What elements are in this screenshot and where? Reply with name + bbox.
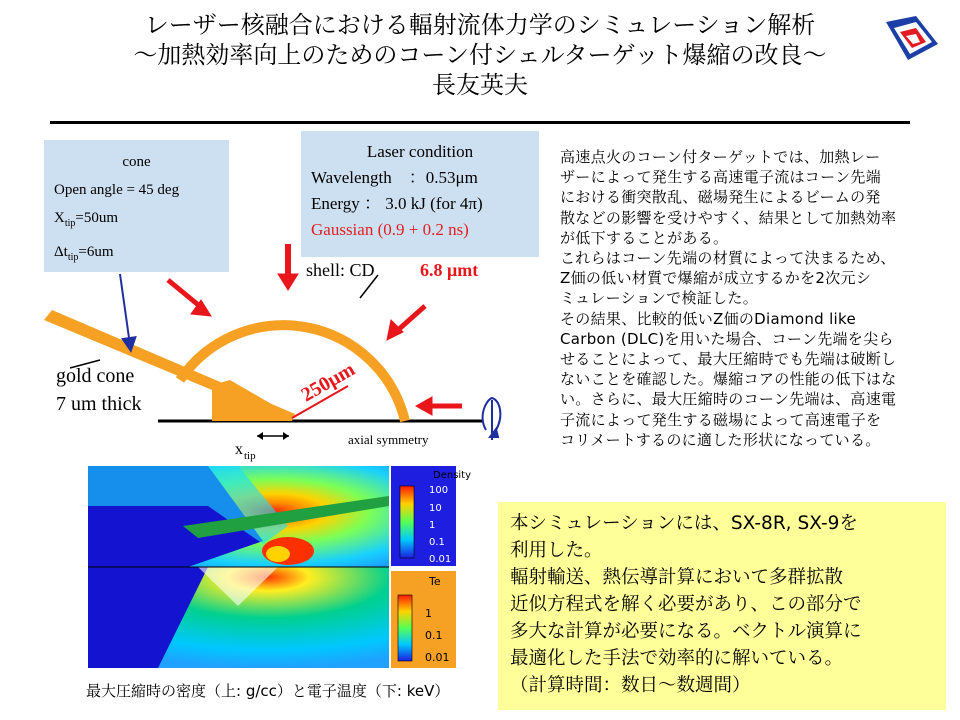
note-line: 輻射輸送、熱伝導計算において多群拡散 xyxy=(510,567,844,588)
description-paragraph xyxy=(560,147,945,450)
note-line: 最適化した手法で効率的に解いている。 xyxy=(510,648,844,669)
target-diagram xyxy=(30,240,550,470)
wavelength: Wavelength ：0.53μm xyxy=(311,168,478,187)
note-line: 近似方程式を解く必要があり、この部分で xyxy=(510,594,862,615)
desc-line: 子流によって発生する磁場によって高速電子を xyxy=(560,410,882,429)
author-name: 長友英夫 xyxy=(432,71,528,99)
desc-line: せることによって、最大圧縮時でも先端は破断し xyxy=(560,350,897,369)
desc-line: 散などの影響を受けやすく、結果として加熱効率 xyxy=(560,208,897,227)
axial-rotation-icon xyxy=(483,398,501,440)
note-line: 利用した。 xyxy=(510,540,603,561)
energy: Energy ： 3.0 kJ (for 4π) xyxy=(311,194,483,213)
open-angle: Open angle = 45 deg xyxy=(54,182,180,198)
desc-line: 高速点火のコーン付ターゲットでは、加熱レー xyxy=(560,148,881,166)
desc-line: その結果、比較的低いZ価のDiamond like xyxy=(560,309,856,328)
te-colorbar xyxy=(391,571,456,668)
dtip-value: $\Delta t_{tip}=6um$ xyxy=(54,244,114,263)
te-title: Te xyxy=(429,575,441,588)
xtip-label-sub: tip xyxy=(244,450,256,462)
xtip-value: $X_{tip}=50um$ xyxy=(54,210,119,229)
shell-thickness: 6.8 μmt xyxy=(420,260,479,280)
gold-cone-label: gold cone xyxy=(56,365,135,387)
te-tick: 0.1 xyxy=(425,629,443,642)
gold-cone-thickness: 7 um thick xyxy=(56,393,142,415)
density-tick: 10 xyxy=(429,503,442,514)
simulation-caption: 最大圧縮時の密度（上: g/cc）と電子温度（下: keV） xyxy=(86,682,450,700)
density-tick: 100 xyxy=(429,485,449,496)
desc-line: Carbon (DLC)を用いた場合、コーン先端を尖ら xyxy=(560,329,894,348)
cone-pointer xyxy=(120,274,130,345)
radius-label: 250μm xyxy=(297,358,359,407)
density-tick: 0.01 xyxy=(429,554,452,565)
note-line: 多大な計算が必要になる。ベクトル演算に xyxy=(510,621,862,642)
simulation-image xyxy=(88,466,389,668)
shell-label: shell: CD xyxy=(306,260,375,280)
axial-symmetry-label: axial symmetry xyxy=(348,432,429,447)
desc-line: ザーによって発生する高速電子流はコーン先端 xyxy=(560,168,882,187)
university-logo xyxy=(882,14,942,62)
header-rule xyxy=(50,121,910,124)
gaussian-pulse: Gaussian (0.9 + 0.2 ns) xyxy=(311,220,469,239)
desc-line: これらはコーン先端の材質によって決まるため、 xyxy=(560,249,896,268)
density-colorbar xyxy=(391,466,472,566)
laser-heading: Laser condition xyxy=(366,142,474,161)
desc-line: が低下することがある。 xyxy=(560,228,729,247)
title-line-1: レーザー核融合における輻射流体力学のシミュレーション解析 xyxy=(144,11,816,39)
te-tick: 0.01 xyxy=(425,651,450,664)
density-tick: 0.1 xyxy=(429,537,445,548)
desc-line: い。さらに、最大圧縮時のコーン先端は、高速電 xyxy=(560,390,897,409)
te-tick: 1 xyxy=(425,607,432,620)
xtip-label-main: x xyxy=(235,441,243,458)
page-title xyxy=(60,10,900,100)
desc-line: ミュレーションで検証した。 xyxy=(560,289,759,308)
density-tick: 1 xyxy=(429,520,436,531)
density-title: Density xyxy=(433,470,472,481)
note-line: 本シミュレーションには、SX-8R, SX-9を xyxy=(510,513,858,534)
desc-line: Z価の低い材質で爆縮が成立するかを2次元シ xyxy=(560,269,872,288)
cone-heading: cone xyxy=(122,154,151,170)
desc-line: ないことを確認した。爆縮コアの性能の低下はな xyxy=(560,370,897,389)
desc-line: における衝突散乱、磁場発生によるビームの発 xyxy=(560,188,881,207)
desc-line: コリメートするのに適した形状になっている。 xyxy=(560,430,881,449)
title-line-2: 〜加熱効率向上のためのコーン付シェルターゲット爆縮の改良〜 xyxy=(133,41,827,69)
laser-condition-box xyxy=(301,131,539,257)
computation-note xyxy=(498,502,946,710)
note-line: （計算時間：数日〜数週間） xyxy=(510,675,751,696)
